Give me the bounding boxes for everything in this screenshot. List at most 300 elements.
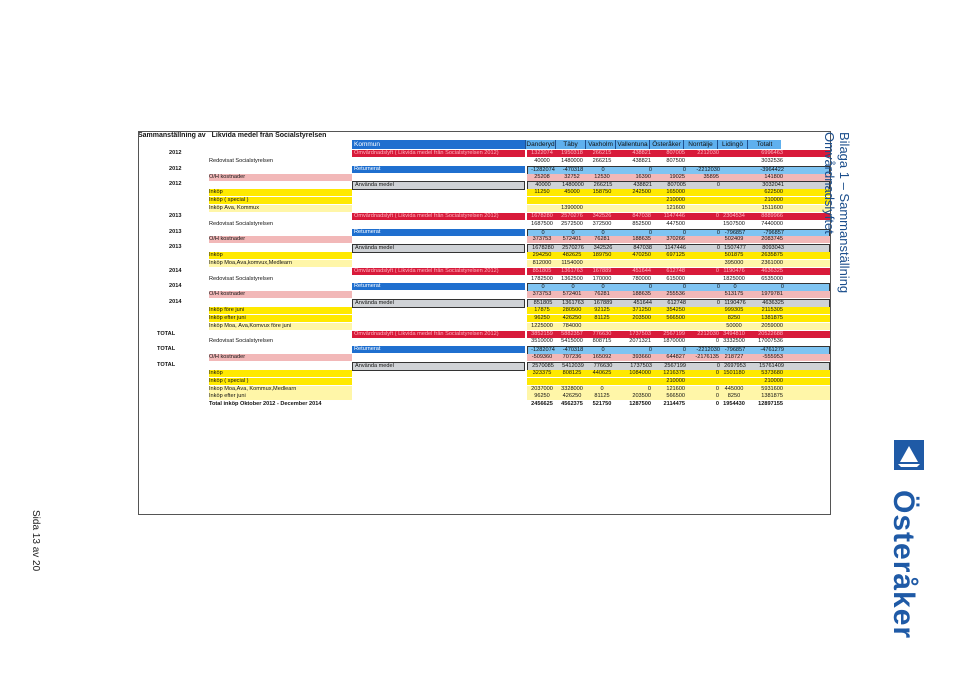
table-cell: 3328000: [561, 385, 583, 392]
table-row: [139, 205, 830, 212]
table-cell: 1480000: [561, 157, 583, 164]
table-cell: 1361763: [561, 267, 583, 274]
table-cell: 8250: [727, 393, 741, 400]
table-cell: [685, 291, 719, 298]
table-cell: [685, 197, 719, 204]
table-cell: 0: [648, 229, 652, 236]
row-values: [527, 276, 783, 283]
row-category: Omvårdnadslyft ( Likvida medel från Socialstyrelsen 2012): [352, 213, 525, 220]
table-cell: 165000: [666, 189, 685, 196]
table-cell: 0: [682, 284, 686, 291]
table-cell: 203500: [632, 314, 651, 321]
row-label: Inköp efter juni: [209, 315, 352, 322]
table-row: [139, 236, 830, 243]
table-cell: 1870000: [663, 338, 685, 345]
table-cell: -470318: [562, 347, 584, 354]
table-cell: 2059000: [761, 322, 783, 329]
table-cell: 1950318: [561, 150, 583, 156]
table-cell: 40000: [534, 157, 550, 164]
table-cell: 1954430: [723, 401, 745, 408]
table-cell: [651, 323, 685, 330]
row-label: Inköp Moa, Åva,Komvux före juni: [209, 323, 352, 330]
table-cell: 2567199: [663, 330, 685, 337]
table-cell: 451644: [633, 300, 652, 307]
table-cell: [719, 197, 749, 204]
row-label: Total inköp Oktober 2012 - December 2014: [209, 401, 322, 408]
table-row: [139, 268, 830, 275]
row-year: 2014: [169, 267, 182, 274]
table-cell: [685, 205, 719, 212]
table-cell: 0: [600, 385, 604, 392]
table-cell: 0: [601, 347, 605, 354]
row-values: [527, 213, 830, 220]
table-cell: 354250: [666, 307, 685, 313]
row-year: 2013: [169, 228, 182, 235]
table-cell: 438821: [632, 157, 651, 164]
table-cell: 12530: [594, 173, 610, 180]
table-cell: 0: [716, 300, 720, 307]
table-cell: [587, 323, 617, 330]
table-cell: 1147446: [664, 245, 686, 252]
table-cell: 370266: [666, 236, 685, 243]
table-row: [139, 354, 830, 361]
table-cell: 96250: [534, 393, 550, 400]
table-cell: 0: [601, 166, 605, 173]
table-cell: 572401: [562, 291, 582, 298]
row-values: [527, 236, 830, 243]
table-cell: 2456625: [531, 401, 553, 408]
table-cell: -796857: [724, 229, 746, 236]
column-header: Totalt: [747, 140, 781, 149]
table-cell: 1507477: [724, 245, 746, 252]
table-cell: 5415000: [561, 338, 583, 345]
table-cell: 776630: [592, 330, 612, 337]
table-cell: [685, 158, 719, 165]
table-cell: [685, 378, 719, 385]
table-row: [139, 260, 830, 267]
table-row: [139, 370, 830, 377]
table-cell: 5931600: [761, 385, 783, 392]
table-cell: 852500: [632, 220, 651, 227]
row-label: Redovisat Socialstyrelsen: [209, 157, 274, 164]
table-cell: 266215: [592, 157, 612, 164]
row-values: [527, 197, 830, 204]
table-cell: 3032041: [762, 182, 784, 189]
row-year: TOTAL: [157, 330, 176, 337]
title-part-a: Sammanställning av: [138, 132, 206, 139]
page-number: Sida 13 av 20: [30, 510, 41, 572]
table-row: [139, 252, 830, 259]
table-cell: 6535000: [761, 275, 783, 282]
table-cell: 121600: [666, 385, 685, 392]
table-cell: [617, 197, 651, 204]
table-cell: 482625: [562, 252, 582, 259]
table-row: [139, 346, 830, 353]
table-cell: [617, 323, 651, 330]
table-row: [139, 244, 830, 251]
table-cell: 1287500: [629, 401, 651, 408]
table-cell: 1480000: [562, 182, 584, 189]
table-cell: [587, 260, 617, 267]
table-cell: [527, 378, 557, 385]
table-cell: 3332500: [723, 338, 745, 345]
row-category: Omvårdnadslyft ( Likvida medel från Socialstyrelsen 2012): [352, 268, 525, 275]
table-cell: 1737503: [629, 330, 651, 337]
table-cell: 8093043: [762, 245, 784, 252]
table-cell: 2114475: [663, 401, 685, 408]
table-row: [139, 229, 830, 236]
table-cell: -1282074: [531, 347, 555, 354]
row-label: Inköp Moa,Åva,komvux,Medlearn: [209, 260, 352, 267]
table-cell: 1825000: [723, 275, 745, 282]
table-cell: [527, 205, 557, 212]
table-cell: -2176135: [695, 354, 719, 361]
row-values: [527, 260, 830, 267]
table-cell: [557, 378, 587, 385]
table-cell: 780000: [632, 275, 651, 282]
table-cell: 999305: [724, 307, 744, 313]
table-cell: 266215: [592, 150, 612, 156]
row-values: [527, 307, 830, 314]
table-cell: 2572500: [561, 220, 583, 227]
row-values: [527, 268, 830, 275]
table-cell: 7440000: [761, 220, 783, 227]
row-values: [527, 354, 830, 361]
table-cell: [685, 276, 719, 283]
table-cell: 851805: [532, 267, 552, 274]
table-cell: 2567199: [664, 362, 686, 369]
table-cell: 188635: [632, 291, 651, 298]
table-cell: -4761279: [760, 347, 784, 354]
row-label: Inköp: [209, 252, 352, 259]
table-cell: 0: [715, 338, 719, 345]
table-cell: 0: [780, 284, 784, 291]
table-cell: 11250: [534, 189, 550, 196]
row-year: 2012: [169, 150, 182, 156]
table-cell: 167889: [592, 267, 612, 274]
table-cell: 622500: [764, 189, 783, 196]
table-cell: 1190476: [723, 267, 745, 274]
table-cell: [685, 323, 719, 330]
table-cell: 242500: [632, 189, 651, 196]
table-cell: 470250: [632, 252, 651, 259]
row-category: Använda medel: [352, 299, 525, 308]
table-cell: 1362500: [561, 275, 583, 282]
table-cell: 513175: [724, 291, 744, 298]
table-cell: 1361763: [562, 300, 584, 307]
row-label: Redovisat Socialstyrelsen: [209, 220, 274, 227]
table-cell: 0: [571, 229, 575, 236]
table-row: [139, 307, 830, 314]
table-cell: 203500: [632, 393, 651, 400]
column-header: Vaxholm: [585, 140, 615, 149]
table-cell: [557, 197, 587, 204]
table-cell: 0: [715, 393, 719, 400]
table-cell: 445000: [724, 385, 744, 392]
row-year: 2013: [169, 244, 182, 251]
table-cell: 20522688: [758, 330, 783, 337]
table-cell: 0: [715, 267, 719, 274]
table-cell: 566500: [666, 314, 685, 321]
table-cell: 167889: [593, 300, 613, 307]
row-label: Redovisat Socialstyrelsen: [209, 338, 274, 345]
table-cell: [527, 197, 557, 204]
table-cell: [719, 205, 749, 212]
table-cell: 707236: [562, 354, 582, 361]
table-cell: [685, 221, 719, 228]
table-cell: 3494810: [723, 330, 745, 337]
row-values: [527, 338, 783, 345]
row-values: [527, 189, 830, 196]
table-cell: 280500: [562, 307, 582, 313]
table-cell: 0: [601, 229, 605, 236]
table-cell: -2212030: [696, 347, 720, 354]
table-cell: [651, 260, 685, 267]
row-category: Omvårdnadslyft ( Likvida medel från Socialstyrelsen 2012): [352, 150, 525, 157]
table-cell: 501875: [724, 252, 744, 259]
row-year: 2012: [169, 181, 182, 188]
table-cell: 1225000: [531, 322, 553, 329]
table-cell: 170000: [592, 275, 612, 282]
table-cell: 0: [715, 212, 719, 219]
table-row: [139, 378, 830, 385]
row-label: Inkop Moa,Åva, Kommux,Medlearn: [209, 386, 352, 393]
row-category: Använda medel: [352, 244, 525, 253]
table-cell: 50000: [726, 322, 742, 329]
table-cell: 2115305: [761, 307, 783, 313]
table-cell: 0: [648, 166, 652, 173]
table-cell: 4636325: [761, 267, 783, 274]
table-cell: 566500: [666, 393, 685, 400]
table-cell: -509360: [531, 354, 553, 361]
table-cell: 502409: [724, 236, 744, 243]
table-cell: 165092: [592, 354, 612, 361]
table-cell: 3852159: [531, 330, 553, 337]
table-cell: 847038: [632, 212, 651, 219]
table-cell: 1511600: [761, 204, 783, 211]
table-cell: [685, 252, 719, 259]
table-cell: 35895: [703, 173, 719, 180]
table-cell: 1390000: [561, 204, 583, 211]
table-cell: 17875: [534, 307, 550, 313]
table-cell: -2212030: [696, 166, 720, 173]
table-row: [139, 166, 830, 173]
table-cell: 1147446: [663, 212, 685, 219]
table-cell: 426250: [562, 314, 582, 321]
table-cell: 1322074: [531, 150, 553, 156]
table-cell: 2304534: [723, 212, 745, 219]
row-category: Omvårdnadslyft ( Likvida medel från Socialstyrelsen 2012): [352, 331, 525, 338]
table-cell: 17007536: [758, 338, 783, 345]
table-cell: 1381875: [761, 393, 783, 400]
table-cell: 0: [648, 284, 652, 291]
table-cell: 4636325: [762, 300, 784, 307]
row-values: [527, 291, 830, 298]
table-cell: 0: [601, 284, 605, 291]
table-cell: 81125: [594, 314, 610, 321]
table-cell: 2212030: [697, 150, 719, 156]
row-year: 2012: [169, 165, 182, 172]
row-year: TOTAL: [157, 346, 176, 353]
row-values: [527, 205, 830, 212]
row-year: 2014: [169, 283, 182, 290]
table-cell: 451644: [632, 267, 651, 274]
table-cell: 1216375: [663, 369, 685, 376]
column-header-kommun: Kommun: [352, 140, 525, 149]
row-label: Inköp: [209, 370, 352, 377]
column-header-row: [352, 140, 831, 149]
table-row: [139, 181, 830, 188]
table-cell: [719, 174, 749, 181]
table-cell: 1190476: [724, 300, 746, 307]
row-category: Returnerat: [352, 166, 525, 173]
table-cell: 373753: [532, 291, 552, 298]
table-cell: 294250: [532, 252, 552, 259]
row-label: Inköp ( special ): [209, 378, 352, 385]
table-cell: 255536: [666, 291, 685, 298]
row-values: [527, 370, 830, 377]
row-label: Inköp före juni: [209, 307, 352, 314]
table-cell: [685, 189, 719, 196]
table-cell: 0: [715, 401, 719, 408]
column-header: Österåker: [649, 140, 683, 149]
table-cell: 697125: [666, 252, 685, 259]
column-header: Norrtälje: [683, 140, 717, 149]
table-cell: [719, 378, 749, 385]
table-cell: 16390: [635, 173, 651, 180]
appendix-title: Bilaga 1 – Sammanställning Omvårdnadslyftet: [822, 132, 852, 294]
table-cell: 395000: [724, 259, 744, 266]
table-cell: 1084000: [629, 369, 651, 376]
table-cell: 32752: [564, 173, 580, 180]
table-cell: 2570085: [532, 362, 554, 369]
table-cell: 0: [716, 182, 720, 189]
table-row: [139, 315, 830, 322]
table-cell: 2083745: [761, 236, 783, 243]
table-row: [139, 323, 830, 330]
table-row: [139, 299, 830, 306]
table-cell: 1979781: [761, 291, 783, 298]
table-cell: 1678280: [531, 212, 553, 219]
table-cell: 1507500: [723, 220, 745, 227]
table-cell: 210000: [666, 377, 685, 384]
row-category: Använda medel: [352, 181, 525, 190]
table-cell: [617, 205, 651, 212]
row-label: O/H kostnader: [209, 174, 352, 181]
table-cell: [587, 378, 617, 385]
table-row: [139, 150, 830, 157]
table-cell: 0: [571, 284, 575, 291]
table-cell: 266215: [593, 182, 613, 189]
table-cell: 572401: [562, 236, 582, 243]
table-cell: 438821: [632, 150, 651, 156]
table-cell: 5412039: [562, 362, 584, 369]
column-header: Täby: [555, 140, 585, 149]
table-cell: 45000: [564, 189, 580, 196]
table-row: [139, 362, 830, 369]
table-cell: 372500: [592, 220, 612, 227]
table-row: [139, 189, 830, 196]
row-values: [527, 150, 830, 157]
table-cell: 141800: [764, 173, 783, 180]
table-cell: [685, 307, 719, 314]
table-cell: 8250: [727, 314, 741, 321]
row-year: 2014: [169, 299, 182, 306]
table-cell: 784000: [562, 322, 582, 329]
table-cell: [617, 260, 651, 267]
table-row: [139, 338, 830, 345]
row-year: TOTAL: [157, 361, 176, 368]
table-cell: 96250: [534, 314, 550, 321]
table-cell: 8889966: [761, 212, 783, 219]
table-cell: 447500: [666, 220, 685, 227]
table-cell: [719, 150, 749, 157]
row-label: Inköp Åva, Kommux: [209, 205, 352, 212]
title-part-b: Likvida medel från Socialstyrelsen: [211, 132, 327, 139]
row-label: Inköp: [209, 189, 352, 196]
row-category: Returnerat: [352, 283, 525, 290]
table-cell: 323375: [532, 369, 552, 376]
table-cell: 2570276: [561, 212, 583, 219]
row-values: [527, 252, 830, 259]
table-cell: 2570276: [562, 245, 584, 252]
row-values: [527, 323, 830, 330]
table-cell: 5373680: [761, 369, 783, 376]
table-cell: 521750: [592, 401, 612, 408]
table-cell: 807005: [667, 182, 686, 189]
table-cell: 615000: [666, 275, 685, 282]
table-cell: 644827: [666, 354, 685, 361]
table-cell: 189750: [592, 252, 612, 259]
table-cell: 2635875: [761, 252, 783, 259]
row-category: Returnerat: [352, 346, 525, 353]
table-cell: 15761409: [759, 362, 784, 369]
table-cell: 0: [682, 229, 686, 236]
table-cell: 612748: [666, 267, 685, 274]
row-values: [527, 158, 783, 165]
row-category: Använda medel: [352, 362, 525, 371]
table-cell: 12897155: [758, 401, 783, 408]
table-cell: 210000: [764, 197, 783, 204]
table-cell: -796857: [763, 229, 784, 236]
table-cell: 3510000: [531, 338, 553, 345]
row-label: Inköp ( special ): [209, 197, 352, 204]
table-cell: 0: [716, 245, 720, 252]
table-cell: 0: [541, 229, 545, 236]
table-cell: 218727: [724, 354, 744, 361]
table-cell: 1501180: [723, 369, 745, 376]
logo-text: Österåker: [887, 490, 920, 640]
row-values: [527, 393, 830, 400]
table-cell: 808715: [592, 338, 612, 345]
row-values: [527, 315, 830, 322]
table-cell: 0: [715, 369, 719, 376]
table-cell: 25208: [534, 173, 550, 180]
table-cell: [685, 315, 719, 322]
table-cell: 0: [733, 284, 737, 291]
table-cell: 1381875: [761, 314, 783, 321]
table-cell: 342526: [593, 245, 613, 252]
row-values: [527, 331, 830, 338]
row-year: 2013: [169, 212, 182, 219]
table-cell: 0: [541, 284, 545, 291]
column-header: Vallentuna: [615, 140, 649, 149]
table-cell: 1737503: [630, 362, 652, 369]
table-cell: 4562375: [561, 401, 583, 408]
row-label: O/H kostnader: [209, 236, 352, 243]
table-cell: 0: [647, 385, 651, 392]
table-row: [139, 213, 830, 220]
